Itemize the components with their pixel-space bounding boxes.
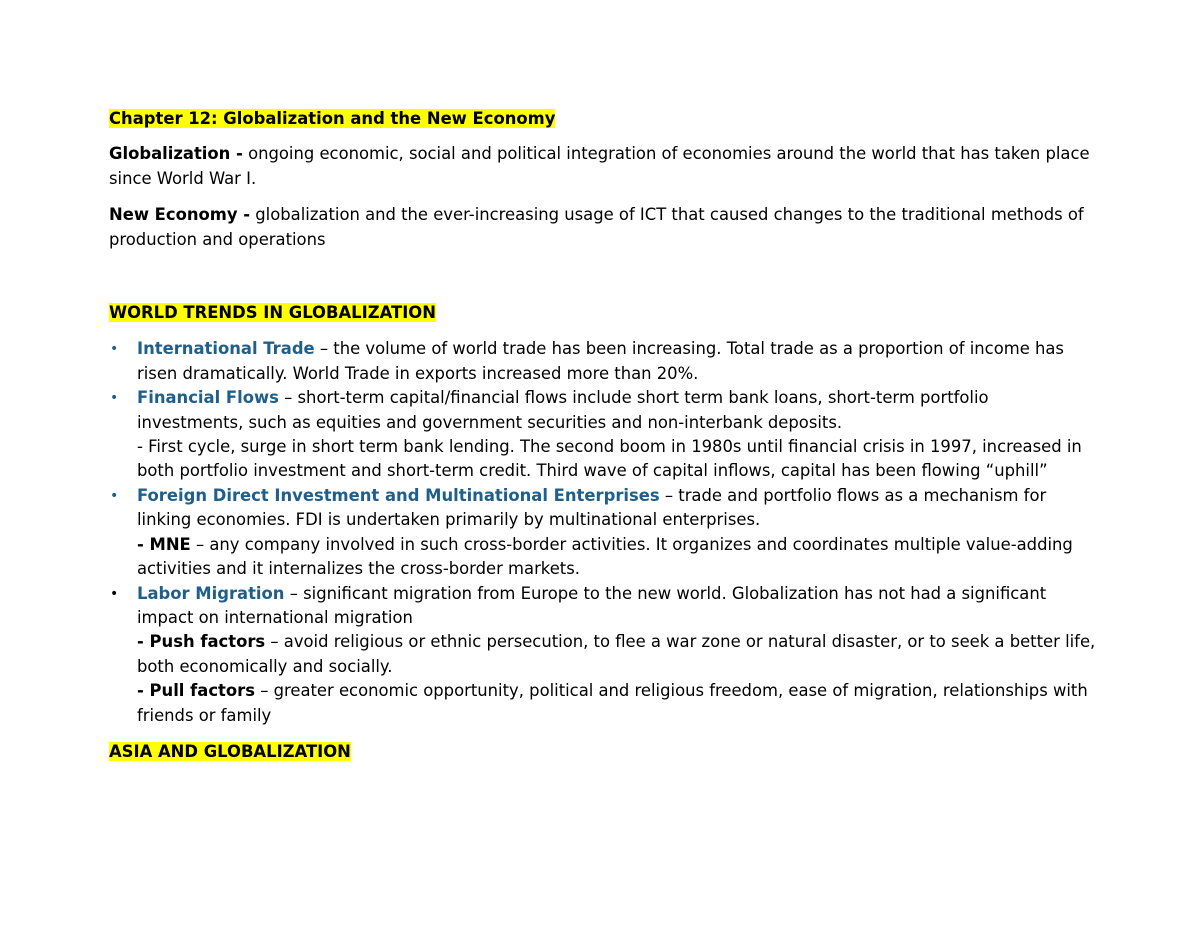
trend-text: – trade and portfolio flows as a mechanism for linking economies. FDI is undertaken primarily by multinational enterprises.	[137, 485, 1047, 530]
bullet-icon: •	[110, 487, 119, 504]
definition-text: globalization and the ever-increasing usage of ICT that caused changes to the traditional methods of production and operations	[109, 205, 1084, 249]
section-heading-line	[109, 301, 1099, 325]
definition-globalization	[109, 142, 1099, 191]
bullet-icon: •	[110, 341, 119, 358]
chapter-title-line	[109, 107, 1099, 131]
trend-term: Foreign Direct Investment and Multinational Enterprises	[137, 485, 660, 505]
subtext-term: - Push factors	[137, 632, 266, 652]
definition-term: Globalization -	[109, 144, 243, 164]
trend-term: Financial Flows	[137, 388, 279, 408]
definition-new-economy	[109, 203, 1099, 252]
definition-term: New Economy -	[109, 205, 251, 225]
trend-subtext	[137, 533, 1099, 582]
section-heading-line	[109, 740, 1099, 764]
subtext-term: - MNE	[137, 534, 191, 554]
list-item	[109, 484, 1099, 582]
list-item	[109, 582, 1099, 728]
subtext-text: – avoid religious or ethnic persecution, to flee a war zone or natural disaster, or to seek a better life, both economically and socially.	[137, 632, 1096, 676]
trend-subtext: - First cycle, surge in short term bank lending. The second boom in 1980s until financial crisis in 1997, increased in both portfolio investment and short-term credit. Third wave of capital inflows, capital has been flowing “uphill”	[137, 437, 1082, 481]
section-heading-asia: ASIA AND GLOBALIZATION	[109, 741, 351, 761]
subtext-text: – any company involved in such cross-border activities. It organizes and coordinates multiple value-adding activities and it internalizes the cross-border markets.	[137, 534, 1073, 579]
section-heading-world-trends: WORLD TRENDS IN GLOBALIZATION	[109, 303, 436, 323]
trends-list	[109, 337, 1099, 728]
trend-term: International Trade	[137, 339, 315, 359]
subtext-term: - Pull factors	[137, 681, 255, 701]
trend-text: – the volume of world trade has been increasing. Total trade as a proportion of income has risen dramatically. World Trade in exports increased more than 20%.	[137, 339, 1064, 383]
chapter-title: Chapter 12: Globalization and the New Economy	[109, 109, 556, 128]
subtext-text: – greater economic opportunity, political and religious freedom, ease of migration, relationships with friends or family	[137, 681, 1088, 725]
bullet-icon: •	[110, 390, 119, 407]
push-factors	[137, 630, 1099, 679]
definition-text: ongoing economic, social and political integration of economies around the world that has taken place since World War I.	[109, 144, 1090, 188]
trend-text: – significant migration from Europe to the new world. Globalization has not had a significant impact on international migration	[137, 583, 1047, 627]
bullet-icon: •	[110, 585, 119, 602]
trend-text: – short-term capital/financial flows include short term bank loans, short-term portfolio investments, such as equities and government securities and non-interbank deposits.	[137, 388, 989, 432]
document-page	[109, 107, 1099, 764]
trend-term: Labor Migration	[137, 583, 285, 603]
list-item	[109, 386, 1099, 484]
list-item	[109, 337, 1099, 386]
pull-factors	[137, 679, 1099, 728]
